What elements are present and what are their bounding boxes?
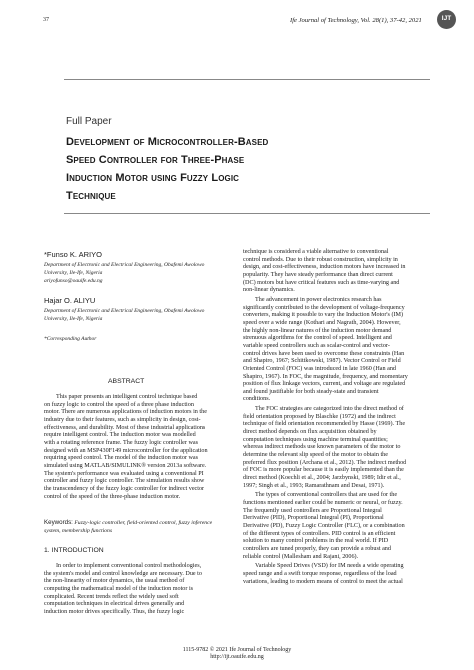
right-column-line: the highly non-linear natures of the induction motor demand — [243, 327, 392, 334]
abstract-line: motor. There are numerous applications of induction motors in the — [44, 409, 207, 416]
affiliation-line: Department of Electronic and Electrical Engineering, Obafemi Awolowo — [44, 262, 205, 268]
intro-line: the non-linearity of motor dynamics, the usual method of — [44, 578, 185, 585]
right-column-line: speed over a wide range (Kothari and Nagrath, 2004). However, — [243, 319, 401, 326]
intro-line: complicated. Recent trends reflect the widely used soft — [44, 593, 179, 600]
footer-url: http://ijt.oauife.edu.ng — [210, 654, 264, 660]
right-column-line: control drives have been used to overcome these constraints (Han — [243, 350, 405, 357]
page-number: 37 — [43, 17, 49, 23]
right-column-line: of the different types of controllers. PID control is an efficient — [243, 530, 396, 537]
intro-line: computing the mathematical model of the induction motor is — [44, 585, 194, 592]
keywords-line: Fuzzy-logic controller, field-oriented control, fuzzy inference — [74, 520, 213, 526]
right-column-line: significantly contributed to the development of voltage-frequency — [243, 304, 405, 311]
right-column-line: conditions. — [243, 396, 271, 403]
right-column-line: direct method depends on flux acquisition obtained by — [243, 429, 377, 436]
author-email: ariyofunso@oauife.edu.ng — [44, 278, 103, 284]
right-column-line: computation techniques using machine terminal quantities; — [243, 436, 388, 443]
right-column-line: control methods. Due to their robust construction, simplicity in — [243, 256, 398, 263]
right-column-line: direct method (Koechli et al., 2004; Jarzbynski, 1989; Idir et al., — [243, 475, 401, 482]
corresponding-author-note: *Corresponding Author — [44, 336, 97, 342]
right-column-line: of FOC is more popular because it is easily implemented than the — [243, 467, 404, 474]
right-column-line: The frequently used controllers are Proportional Integral — [243, 507, 382, 514]
right-column-line: and Shapiro, 1967; Schittkowski, 1987). Vector Control or Field — [243, 358, 401, 365]
right-column-line: Variable Speed Drives (VSD) for IM needs a wide operating — [255, 563, 404, 570]
right-column-line: Derivative (PID), Proportional Integral (PI), Proportional — [243, 515, 384, 522]
page-footer — [180, 647, 294, 661]
abstract-line: effectiveness, and durability. Most of these industrial applications — [44, 424, 206, 431]
right-column-line: Shapiro, 1967). In FOC, the magnitude, frequency, and momentary — [243, 373, 408, 380]
affiliation-line: Department of Electronic and Electrical Engineering, Obafemi Awolowo — [44, 308, 205, 314]
abstract-line: This paper presents an intelligent control technique based — [56, 394, 198, 400]
right-column-line: converters, making it possible to vary the Induction Motor's (IM) — [243, 312, 404, 319]
title-line: Technique — [66, 190, 116, 202]
right-column-line: whereas indirect methods use known parameters of the motor to — [243, 444, 401, 451]
journal-logo — [437, 10, 456, 29]
abstract-line: on fuzzy logic to control the speed of a three phase induction — [44, 401, 194, 408]
keywords-line: system, membership functions — [44, 527, 113, 534]
author-name: Hajar O. ALIYU — [44, 296, 96, 305]
journal-citation: Ife Journal of Technology, Vol. 28(1), 37-42, 2021 — [290, 17, 422, 24]
title-line: Speed Controller for Three-Phase — [66, 154, 245, 166]
right-column-line: technique of field orientation recommended by Hasse (1969). The — [243, 421, 406, 428]
right-column-line: popularity. They have steady performance than direct current — [243, 271, 393, 278]
abstract-line: the transcendency of the fuzzy logic controller for indirect vector — [44, 485, 205, 492]
right-column-line: (DC) motors but have critical features such as time-varying and — [243, 279, 400, 286]
title-line: Development of Microcontroller-Based — [66, 136, 269, 148]
right-column-line: The types of conventional controllers that are used for the — [255, 492, 398, 499]
right-column-line: Oriented Control (FOC) was introduced in late 1960 (Han and — [243, 365, 396, 372]
right-column-line: speed range and a swift torque response, regardless of the load — [243, 570, 397, 577]
abstract-line: designed with an MSP430F149 microcontroller for the application — [44, 447, 208, 454]
right-column-line: position of flux linkage vectors, current, and voltage are regulated — [243, 381, 406, 388]
abstract-line: The system's performance was evaluated using a conventional PI — [44, 470, 204, 477]
author-affiliation — [44, 261, 234, 285]
introduction-body — [44, 563, 232, 617]
title-divider — [64, 213, 430, 214]
top-divider — [64, 79, 430, 80]
intro-line: computation techniques in electrical drives generally and — [44, 601, 185, 608]
abstract-heading: ABSTRACT — [108, 378, 145, 385]
abstract-line: industry due to their features, such as simplicity in design, cost- — [44, 416, 201, 423]
right-column-line: The FOC strategies are categorized into the direct method of — [255, 406, 404, 413]
right-column-line: strenuous algorithms for the control of speed. Intelligent and — [243, 335, 392, 342]
right-column-line: design, and cost-effectiveness, induction motors have increased in — [243, 264, 406, 271]
author-name: *Funso K. ARIYO — [44, 250, 102, 259]
right-column-line: field orientation proposed by Blaschke (1972) and the indirect — [243, 413, 396, 420]
keywords-label: Keywords: — [44, 519, 73, 526]
right-column-line: Derivative (PD), Fuzzy Logic Controller (FLC), or a combination — [243, 522, 405, 529]
author-affiliation — [44, 307, 234, 323]
footer-issn: 1115-9782 © 2021 Ife Journal of Technology — [182, 647, 292, 653]
right-column-line: variations, leading to modern means of control to meet the actual — [243, 578, 403, 585]
abstract-line: require intelligent control. The induction motor was modelled — [44, 432, 196, 439]
right-column-line: controllers are tuned properly, they can provide a robust and — [243, 545, 391, 552]
right-column-line: preferred flux position (Archana et al., 2012). The indirect method — [243, 459, 407, 466]
introduction-heading: 1. INTRODUCTION — [44, 547, 104, 554]
right-column-line: reliable control (Mallesham and Rajani, 2006). — [243, 553, 359, 560]
right-column-line: variable speed controllers such as scalar-control and vector- — [243, 342, 390, 349]
abstract-line: requiring speed control. The model of the induction motor was — [44, 455, 199, 462]
right-column-line: 1997; Singh et al., 1993; Ramarathnam and Desai, 1971). — [243, 482, 385, 489]
right-column-line: and found justifiable for both steady-state and transient — [243, 388, 379, 395]
right-column-line: solution to many control problems in the real world. If PID — [243, 538, 389, 545]
right-column-line: non-linear dynamics. — [243, 287, 295, 294]
right-column-body — [243, 249, 431, 586]
abstract-line: controller and fuzzy logic controller. The simulation results show — [44, 478, 205, 485]
abstract-line: control of the speed of the three-phase induction motor. — [44, 493, 181, 500]
right-column-line: determine the relevant slip speed of the motor to obtain the — [243, 452, 388, 459]
intro-line: induction motor drives specifically. Thus, the fuzzy logic — [44, 608, 185, 615]
right-column-line: functions mentioned earlier could be numeric or neural, or fuzzy. — [243, 500, 403, 506]
journal-logo-text: IJT — [441, 15, 452, 22]
paper-type: Full Paper — [66, 116, 112, 127]
title-line: Induction Motor using Fuzzy Logic — [66, 172, 240, 184]
affiliation-line: University, Ile-Ife, Nigeria — [44, 270, 103, 276]
intro-line: the system's model and control knowledge are necessary. Due to — [44, 570, 202, 577]
keywords — [44, 519, 234, 535]
abstract-line: with a rotating reference frame. The fuzzy logic controller was — [44, 439, 199, 446]
right-column-line: technique is considered a viable alternative to conventional — [243, 249, 389, 255]
affiliation-line: University, Ile-Ife, Nigeria — [44, 316, 103, 322]
abstract-line: simulated using MATLAB/SIMULINK® version 2013a software. — [44, 462, 207, 469]
intro-line: In order to implement conventional control methodologies, — [56, 563, 202, 569]
right-column-line: The advancement in power electronics research has — [255, 296, 382, 303]
abstract-body — [44, 394, 232, 501]
paper-title — [66, 133, 396, 205]
